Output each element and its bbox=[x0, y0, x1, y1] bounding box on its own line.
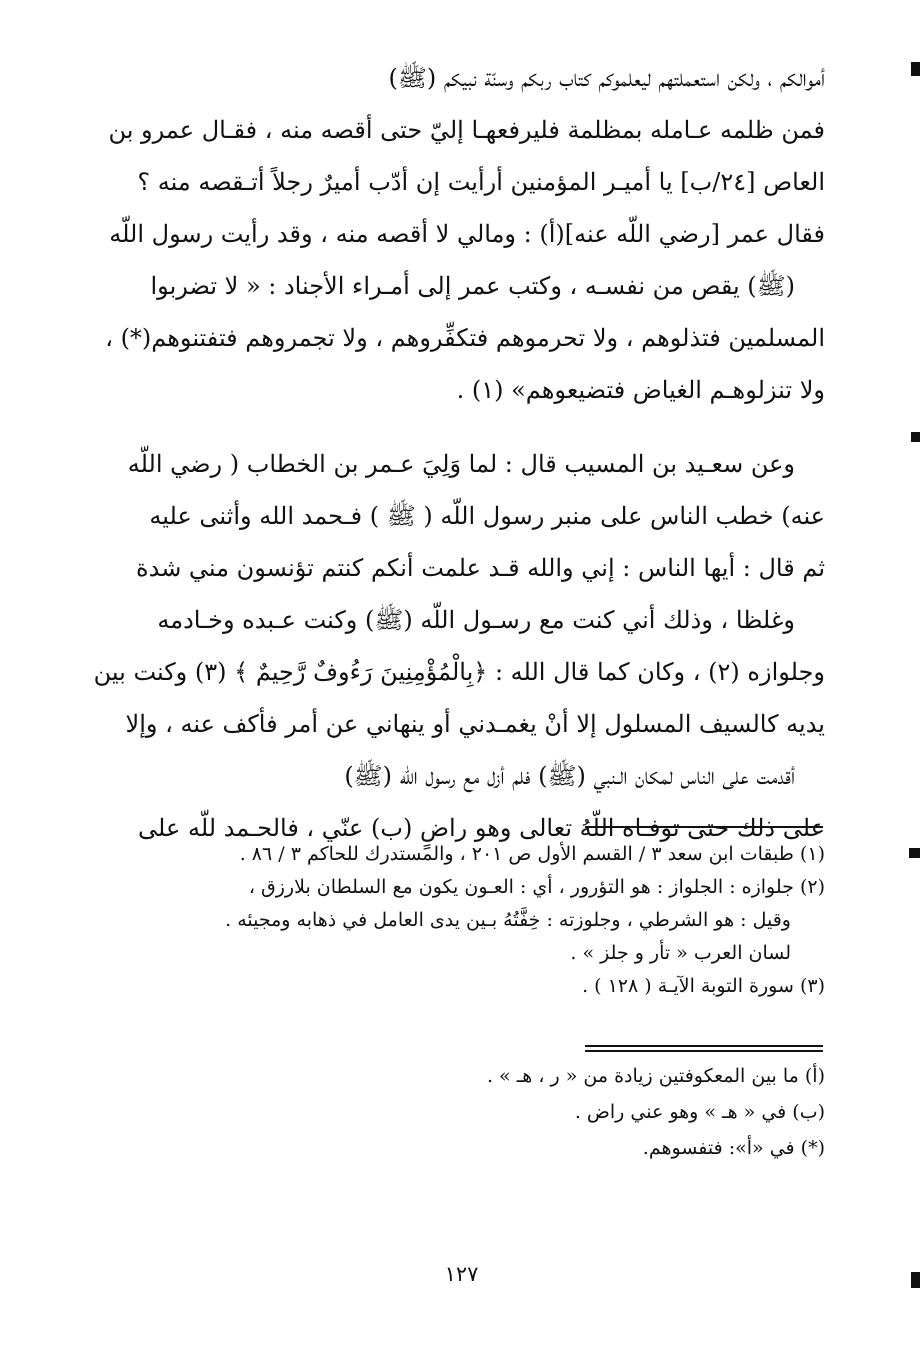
text-line: عنه) خطب الناس على منبر رسول اللّه ( ﷺ ) فـحمد الله وأثنى عليه bbox=[149, 502, 825, 530]
footnote-line: (٢) جلوازه : الجلواز : هو التؤرور ، أي : العـون يكون مع السلطان بلارزق ، bbox=[248, 876, 825, 898]
text-line: أموالكم ، ولكن استعملتهم ليعلموكم كتاب ربكم وسنّة نبيكم (ﷺ) bbox=[388, 64, 825, 92]
footnote-line: (١) طبقات ابن سعد ٣ / القسم الأول ص ٢٠١ ، والمستدرك للحاكم ٣ / ٨٦ . bbox=[239, 843, 825, 865]
footnote-separator bbox=[585, 826, 823, 828]
page-number: ١٢٧ bbox=[444, 1262, 479, 1286]
paragraph-gap bbox=[92, 416, 825, 438]
text-line: (ﷺ) يقص من نفسـه ، وكتب عمر إلى أمـراء الأجناد : « لا تضربوا bbox=[150, 272, 795, 300]
footnote-line: لسان العرب « تأر و جلز » . bbox=[570, 942, 791, 964]
text-line: على ذلك حتى توفـاه اللّهُ تعالى وهو راضٍ (ب) عنّي ، فالحـمد للّه على bbox=[138, 814, 825, 842]
variant-separator-bottom bbox=[585, 1050, 823, 1052]
footnote-line: (٣) سورة التوبة الآيـة ( ١٢٨ ) . bbox=[582, 975, 825, 997]
variant-separator-top bbox=[585, 1045, 823, 1047]
variant-note-line: (*) في «أ»: فتفسوهم. bbox=[642, 1137, 825, 1159]
variant-note-line: (أ) ما بين المعكوفتين زيادة من « ر ، هـ » . bbox=[486, 1065, 825, 1087]
text-line: المسلمين فتذلوهم ، ولا تحرموهم فتكفِّروهم ، ولا تجمروهم فتفتنوهم(*) ، bbox=[105, 324, 825, 352]
footnote-line: وقيل : هو الشرطي ، وجلوزته : خِفَّتُهُ بـين يدى العامل في ذهابه ومجيئه . bbox=[225, 909, 791, 931]
text-line: وغلظا ، وذلك أني كنت مع رسـول اللّه (ﷺ) وكنت عـبده وخـادمه bbox=[157, 606, 795, 634]
text-line: العاص [٢٤/ب] يا أميـر المؤمنين أرأيت إن أدّب أميرٌ رجلاً أتـقصه منه ؟ bbox=[137, 168, 825, 196]
text-line: وعن سعـيد بن المسيب قال : لما وَلِيَ عـمر بن الخطاب ( رضي اللّه bbox=[127, 450, 795, 478]
variant-notes bbox=[100, 1058, 825, 1166]
text-line: فمن ظلمه عـامله بمظلمة فليرفعهـا إليّ حتى أقصه منه ، فقـال عمرو بن bbox=[108, 116, 825, 144]
variant-note-line: (ب) في « هـ » وهو عني راض . bbox=[574, 1101, 825, 1123]
text-line: أقدمت على الناس لمكان الـنبي (ﷺ) فلم أزل مع رسول اللّه (ﷺ) bbox=[344, 762, 795, 790]
margin-mark bbox=[911, 432, 920, 442]
margin-mark bbox=[909, 848, 920, 858]
text-line: يديه كالسيف المسلول إلا أنْ يغمـدني أو ينهاني عن أمر فأكف عنه ، وإلا bbox=[125, 710, 825, 738]
margin-mark bbox=[911, 62, 920, 76]
text-line: وجلوازه (٢) ، وكان كما قال الله : ﴿بِالْمُؤْمِنِينَ رَءُوفٌ رَّحِيمٌ ﴾ (٣) وكنت بين bbox=[93, 658, 825, 686]
margin-mark bbox=[911, 1272, 920, 1288]
text-line: فقال عمر [رضي اللّه عنه](أ) : ومالي لا أقصه منه ، وقد رأيت رسول اللّه bbox=[109, 220, 825, 248]
main-text bbox=[92, 52, 825, 854]
source-footnotes bbox=[100, 838, 825, 1003]
text-line: ولا تنزلوهـم الغياض فتضيعوهم» (١) . bbox=[456, 376, 825, 404]
text-line: ثم قال : أيها الناس : إني والله قـد علمت أنكم كنتم تؤنسون مني شدة bbox=[136, 554, 825, 582]
